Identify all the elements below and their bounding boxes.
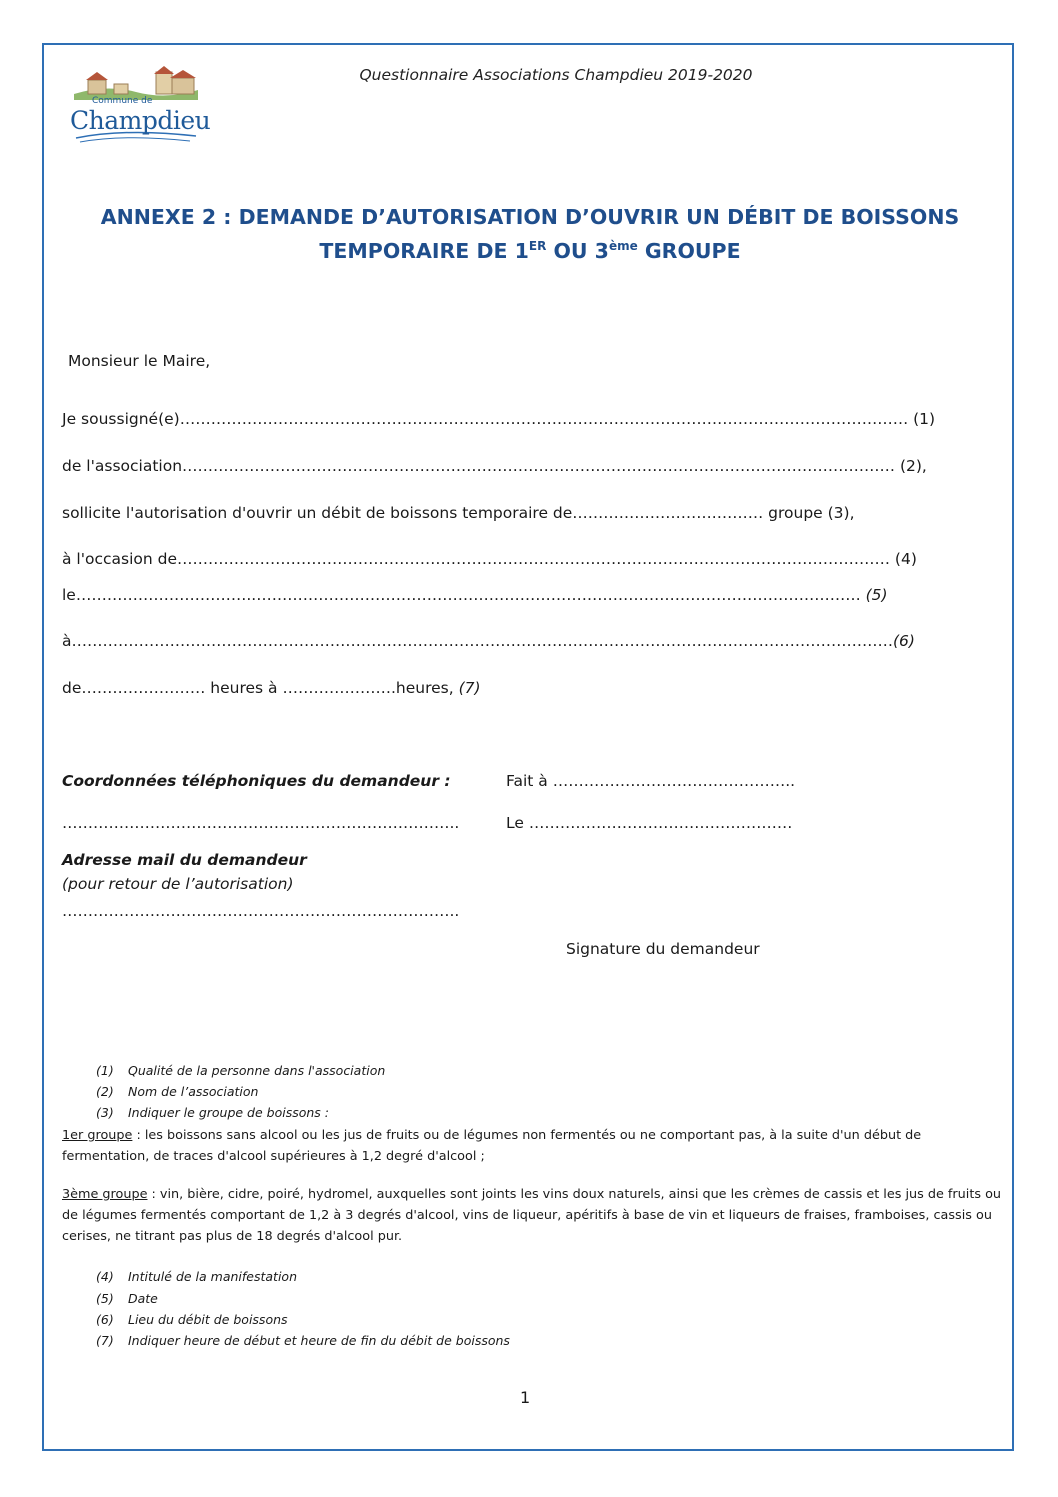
form-line-name[interactable]: Je soussigné(e)…………………………………………………………………………………………………………………………… (1): [62, 410, 936, 428]
group-3-description: 3ème groupe : vin, bière, cidre, poiré, hydromel, auxquelles sont joints les vins doux naturels, ainsi que les crèmes de cassis et les jus de fruits ou de légumes fermentés comportant de 1,2 à 3 degrés d'alcool, vins de liqueur, apéritifs à base de vin et liqueurs de fraises, framboises, cassis ou cerises, ne titrant pas plus de 18 degrés d'alcool pur.: [62, 1187, 1002, 1244]
form-line-hours[interactable]: de…………………… heures à ………………….heures, (7): [62, 679, 481, 697]
form-line-place[interactable]: à……………………………………………………………………………………………………………………………………………(6): [62, 632, 915, 650]
running-header: [0, 66, 1058, 84]
note-6: (6) Lieu du débit de boissons: [96, 1312, 288, 1327]
running-title: Questionnaire Associations Champdieu 2019-2020: [359, 66, 753, 84]
title-line-1: ANNEXE 2 : DEMANDE D’AUTORISATION D’OUVRIR UN DÉBIT DE BOISSONS: [100, 205, 960, 229]
salutation: Monsieur le Maire,: [68, 352, 211, 370]
email-label: Adresse mail du demandeur: [62, 851, 307, 869]
note-4: (4) Intitulé de la manifestation: [96, 1269, 297, 1284]
note-1: (1) Qualité de la personne dans l'association: [96, 1063, 386, 1078]
le-field[interactable]: Le ……………………………………………: [506, 814, 793, 832]
group-1-description: 1er groupe : les boissons sans alcool ou les jus de fruits ou de légumes non fermentés ou ne comportant pas, à la suite d'un début de fermentation, de traces d'alcool supérieures à 1,2 degré d'alcool ;: [62, 1128, 922, 1164]
signature-label: Signature du demandeur: [566, 940, 760, 958]
logo-wordmark: Champdieu: [70, 106, 211, 135]
page-number: 1: [520, 1388, 531, 1407]
note-5: (5) Date: [96, 1291, 158, 1306]
form-line-association[interactable]: de l'association………………………………………………………………………………………………………………………… (2),: [62, 457, 927, 475]
form-line-date[interactable]: le……………………………..……………………………………………………………………………………………………… (5): [62, 586, 888, 604]
email-sub-label: (pour retour de l’autorisation): [62, 875, 294, 893]
phone-field[interactable]: …………………………………………………………………..: [62, 814, 460, 832]
form-line-group[interactable]: sollicite l'autorisation d'ouvrir un débit de boissons temporaire de……………………….……… groupe (3),: [62, 504, 855, 522]
note-3: (3) Indiquer le groupe de boissons :: [96, 1105, 330, 1120]
form-line-occasion[interactable]: à l'occasion de………………………………………………………………………………………………………………………… (4): [62, 550, 917, 568]
phone-label: Coordonnées téléphoniques du demandeur :: [62, 772, 451, 790]
title-line-2: TEMPORAIRE DE 1ER OU 3ème GROUPE: [319, 239, 741, 263]
note-7: (7) Indiquer heure de début et heure de fin du débit de boissons: [96, 1333, 510, 1348]
email-field[interactable]: …………………………………………………………………..: [62, 902, 460, 920]
logo-small-text: Commune de: [92, 96, 153, 106]
document-title: [60, 200, 1000, 268]
fait-a-field[interactable]: Fait à ………………………………………..: [506, 772, 796, 790]
note-2: (2) Nom de l’association: [96, 1084, 259, 1099]
